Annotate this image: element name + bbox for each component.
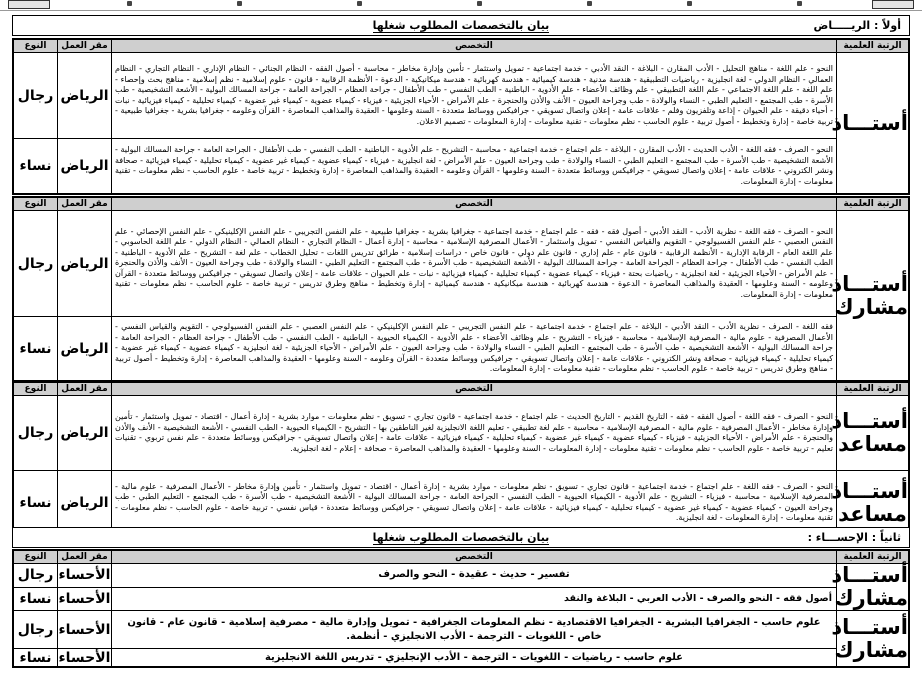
specialty-cell: أصول فقه - النحو والصرف - الأدب العربي - البلاغة والنقد — [112, 587, 837, 611]
top-strip-dot — [797, 1, 802, 6]
section-ahsa-header — [12, 527, 910, 548]
gender-cell: رجال — [14, 611, 58, 649]
col-header-gender: النوع — [14, 383, 58, 396]
workplace-cell: الرياض — [58, 396, 112, 471]
col-header-rank: الرتبة العلمية — [837, 383, 909, 396]
col-header-specialty: التخصص — [112, 198, 837, 211]
specialty-cell: النحو - علم اللغة - مناهج التحليل - الأدب المقارن - البلاغة - النقد الأدبي - خدمة اجتماعية - تمويل واستثمار - تأمين وإدارة مخاطر - محاسبة - أصول الفقه - النظام الجنائي - النظام الإداري - النظام التجاري - النظام العمالي - النظام الدولي - لغة انجليزية - رياضيات التطبيقية - هندسة مدنية - هندسة كيميائية - هندسة كهربائية - هندسة ميكانيكية - الدعوة - الأنظمة الرقابية - قانون - علوم إسلامية - نظم إسلامية - مناهج بحث وإحصاء - علم اللغة - علم اللغة الاجتماعي - علم اللغة التطبيقي - علم وظائف الأعضاء - علم الأدوية - الباطنية - الطب النفسي - طب الأطفال - جراحة العظام - الجراحة العامة - جراحة المسالك البولية - الأشعة التشخيصية - طب الأسرة - طب المجتمع - التعليم الطبي - النساء والولادة - طب وجراحة العيون - الأنف والأذن والحنجرة - علم الأمراض - الأحياء الجزيئية - فيزياء - كيمياء عضوية - كيمياء غير عضوية - كيمياء تحليلية - كيمياء فيزيائية - نبات - أحياء دقيقة - علم الحيوان - إذاعة وتلفزيون وفلم - علاقات عامة - إعلان واتصال تسويقي - جرافيكس ووسائط متعددة - السنة وعلومها - العقيدة والمذاهب المعاصرة - القرآن وعلومه - جغرافيا بشرية - جغرافيا طبيعية - تربية خاصة - إدارة وتخطيط - أصول تربية - علوم الحاسب - نظم معلومات - تقنية معلومات - إدارة المعلومات - تصميم الاعلان. — [112, 53, 837, 139]
top-strip-bar — [8, 0, 50, 9]
col-header-rank: الرتبة العلمية — [837, 551, 909, 564]
col-header-specialty: التخصص — [112, 551, 837, 564]
gender-cell: نساء — [14, 587, 58, 611]
specialty-cell: علوم حاسب - رياضيات - اللغويات - الترجمة - الأدب الإنجليزي - تدريس اللغة الانجليزية — [112, 649, 837, 667]
gender-cell: نساء — [14, 471, 58, 535]
rank-cell: أستـــاذ مشارك — [837, 211, 909, 381]
top-strip-dot — [477, 1, 482, 6]
rank-cell: أستـــاذ مشارك — [837, 611, 909, 667]
top-strip-dot — [687, 1, 692, 6]
workplace-cell: الرياض — [58, 139, 112, 194]
workplace-cell: الرياض — [58, 53, 112, 139]
table-riyadh-associate — [12, 196, 910, 382]
section-title: ثانياً : الإحســـاء : — [807, 531, 901, 544]
workplace-cell: الرياض — [58, 317, 112, 381]
gender-cell: رجال — [14, 564, 58, 588]
rank-cell: أستـــاذ مساعد — [837, 471, 909, 535]
rank-cell: أستـــاذ — [837, 53, 909, 194]
gender-cell: رجال — [14, 211, 58, 317]
specialty-cell: تفسير - حديث - عقيدة - النحو والصرف — [112, 564, 837, 588]
gender-cell: نساء — [14, 649, 58, 667]
specialty-cell: علوم حاسب - الجغرافيا البشرية - الجغرافيا الاقتصادية - نظم المعلومات الجغرافية - تمويل وإدارة مالية - مصرفية إسلامية - قانون عام - قانون خاص - اللغويات - الترجمة - الأدب الانجليزي - أنظمة. — [112, 611, 837, 649]
section-subtitle-text: بيان بالتخصصات المطلوب شغلها — [372, 531, 550, 544]
col-header-gender: النوع — [14, 551, 58, 564]
workplace-cell: الأحساء — [58, 611, 112, 649]
gender-cell: نساء — [14, 139, 58, 194]
col-header-specialty: التخصص — [112, 40, 837, 53]
workplace-cell: الرياض — [58, 211, 112, 317]
section-subtitle-text: بيان بالتخصصات المطلوب شغلها — [372, 19, 550, 32]
top-strip-bar — [872, 0, 914, 9]
section-riyadh-header — [12, 15, 910, 36]
col-header-rank: الرتبة العلمية — [837, 40, 909, 53]
col-header-specialty: التخصص — [112, 383, 837, 396]
workplace-cell: الأحساء — [58, 587, 112, 611]
col-header-gender: النوع — [14, 40, 58, 53]
specialty-cell: فقه اللغة - الصرف - نظرية الأدب - النقد الأدبي - البلاغة - علم اجتماع - خدمة اجتماعية - علم النفس التجريبي - علم النفس الإكلينيكي - علم النفس العصبي - علم النفس الفسيولوجي - التقويم والقياس النفسي - الأعمال المصرفية - علوم مالية - المصرفية الإسلامية - محاسبة - فيزياء - التشريح - علم وظائف الأعضاء - علم الأدوية - الكيمياء الحيوية - الباطنية - الطب النفسي - طب الأطفال - جراحة العظام - الجراحة العامة - جراحة المسالك البولية - الأشعة التشخيصية - طب الأسرة - طب المجتمع - التعليم الطبي - النساء والولادة - طب وجراحة العيون - علم الأمراض - الأحياء الجزيئية - لغة انجليزية - كيمياء عضوية - كيمياء غير عضوية - كيمياء تحليلية - كيمياء فيزيائية - صحافة ونشر الكتروني - علاقات عامة - إعلان واتصال تسويقي - جرافيكس ووسائط متعددة - القرآن وعلومه - السنة وعلومها - العقيدة والمذاهب المعاصرة - إدارة وتخطيط - أصول تربية - مناهج وطرق تدريس - تربية خاصة - علوم الحاسب - نظم معلومات - تقنية معلومات - إدارة المعلومات. — [112, 317, 837, 381]
top-strip-dot — [357, 1, 362, 6]
workplace-cell: الأحساء — [58, 649, 111, 666]
top-strip-dot — [587, 1, 592, 6]
specialty-cell: النحو - الصرف - فقه اللغة - علم اجتماع - خدمة اجتماعية - قانون تجاري - تسويق - نظم معلومات - موارد بشرية - إدارة أعمال - اقتصاد - تمويل واستثمار - تأمين وإدارة مخاطر - الأعمال المصرفية - علوم مالية - المصرفية الإسلامية - محاسبة - فيزياء - التشريح - علم الأدوية - الكيمياء الحيوية - الطب النفسي - الجراحة العامة - جراحة المسالك البولية - الأشعة التشخيصية - طب الأسرة - طب المجتمع - التعليم الطبي - طب وجراحة العيون - كيمياء عضوية - كيمياء غير عضوية - كيمياء تحليلية - كيمياء فيزيائية - علاقات عامة - إعلان واتصال تسويقي - جرافيكس ووسائط متعددة - قياس نفسي - تربية خاصة - علوم الحاسب - نظم معلومات - تقنية معلومات - إدارة المعلومات - لغة انجليزية. — [112, 471, 837, 535]
gender-cell: نساء — [14, 317, 58, 381]
workplace-cell: الرياض — [58, 471, 112, 535]
table-riyadh-assistant — [12, 381, 910, 536]
specialty-cell: النحو - الصرف - فقه اللغة - أصول الفقه - فقه - التاريخ القديم - التاريخ الحديث - علم اجتماع - خدمة اجتماعية - قانون تجاري - تسويق - نظم معلومات - موارد بشرية - إدارة أعمال - اقتصاد - تمويل واستثمار - تأمين وإدارة مخاطر - الأعمال المصرفية - علوم مالية - المصرفية الإسلامية - محاسبة - علم لغة تطبيقي - تعليم اللغة الانجليزية لغير الناطقين بها - التشريح - الكيمياء الحيوية - الطب النفسي - الأشعة التشخيصية - الأنف والأذن والحنجرة - علم الأمراض - الأحياء الجزيئية - فيزياء - كيمياء عضوية - كيمياء غير عضوية - كيمياء تحليلية - كيمياء فيزيائية - علاقات عامة - إعلان واتصال تسويقي - جرافيكس ووسائط متعددة - علم نفس تربوي - تقنيات تعليم - تربية خاصة - علوم الحاسب - نظم معلومات - تقنية معلومات - إدارة المعلومات - السنة وعلومها - العقيدة والمذاهب المعاصرة - صحافة - إعلام - لغة انجليزية. — [112, 396, 837, 471]
top-strip-dot — [237, 1, 242, 6]
col-header-workplace: مقر العمل — [58, 198, 112, 211]
table-ahsa — [12, 549, 910, 668]
section-title: أولاً : الريـــــاض — [813, 19, 901, 32]
top-strip — [0, 0, 922, 11]
col-header-rank: الرتبة العلمية — [837, 198, 909, 211]
col-header-workplace: مقر العمل — [58, 551, 112, 564]
rank-cell: أستـــاذ مشارك — [831, 563, 908, 610]
top-strip-dot — [127, 1, 132, 6]
col-header-workplace: مقر العمل — [58, 40, 112, 53]
gender-cell: رجال — [14, 53, 58, 139]
rank-cell: أستـــاذ مساعد — [837, 396, 909, 471]
col-header-gender: النوع — [14, 198, 58, 211]
section-subtitle — [13, 528, 909, 547]
section-subtitle — [13, 16, 909, 35]
specialty-cell: النحو - الصرف - فقه اللغة - الأدب الحديث - الأدب المقارن - البلاغة - علم اجتماع - خدمة اجتماعية - محاسبة - التشريح - علم الأدوية - الباطنية - الطب النفسي - طب الأطفال - الجراحة العامة - جراحة المسالك البولية - الأشعة التشخيصية - طب الأسرة - طب المجتمع - التعليم الطبي - النساء والولادة - طب وجراحة العيون - علم الأمراض - لغة انجليزية - فيزياء - كيمياء عضوية - كيمياء غير عضوية - كيمياء تحليلية - كيمياء فيزيائية - صحافة ونشر الكتروني - علاقات عامة - إعلان واتصال تسويقي - جرافيكس ووسائط متعددة - السنة وعلومها - القرآن وعلومه - العقيدة والمذاهب المعاصرة - إدارة وتخطيط - تربية خاصة - علوم الحاسب - نظم معلومات - تقنية معلومات - إدارة المعلومات. — [112, 139, 837, 194]
workplace-cell: الأحساء — [58, 564, 112, 588]
gender-cell: رجال — [14, 396, 58, 471]
specialty-cell: النحو - الصرف - فقه اللغة - نظرية الأدب - النقد الأدبي - أصول فقه - فقه - علم اجتماع - خدمة اجتماعية - جغرافيا بشرية - جغرافيا طبيعية - علم النفس التجريبي - علم النفس الإكلينيكي - علم النفس الإحصائي - علم النفس العصبي - علم النفس الفسيولوجي - التقويم والقياس النفسي - تمويل واستثمار - الأعمال المصرفية الإسلامية - محاسبة - إدارة أعمال - النظام التجاري - النظام العمالي - النظام الدولي - علم اللغة الحاسوبي - علم اللغة العام - الرقابة الإدارية - الأنظمة الرقابية - قانون عام - علم إداري - قانون علم دولي - قانون خاص - دراسات إسلامية - طرائق تدريس اللغات - تحليل الخطاب - علم لغة - التشريح - علم الأدوية - الباطنية - الطب النفسي - طب الأطفال - جراحة العظام - الجراحة العامة - جراحة المسالك البولية - الأشعة التشخيصية - طب الأسرة - طب المجتمع - التعليم الطبي - النساء والولادة - طب وجراحة العيون - الأنف والأذن والحنجرة - علم الأمراض - الأحياء الجزيئية - لغة انجليزية - رياضيات بحتة - فيزياء - كيمياء عضوية - كيمياء تحليلية - كيمياء فيزيائية - نبات - علم الحيوان - علاقات عامة - إعلان واتصال تسويقي - جرافيكس ووسائط متعددة - القرآن وعلومه - السنة وعلومها - العقيدة والمذاهب المعاصرة - الدعوة - هندسة كهربائية - هندسة ميكانيكية - هندسة كيميائية - إدارة وتخطيط - مناهج وطرق تدريس - تربية خاصة - علوم الحاسب - نظم معلومات - تقنية معلومات - إدارة المعلومات. — [112, 211, 837, 317]
table-riyadh-professor — [12, 38, 910, 195]
col-header-workplace: مقر العمل — [58, 383, 112, 396]
